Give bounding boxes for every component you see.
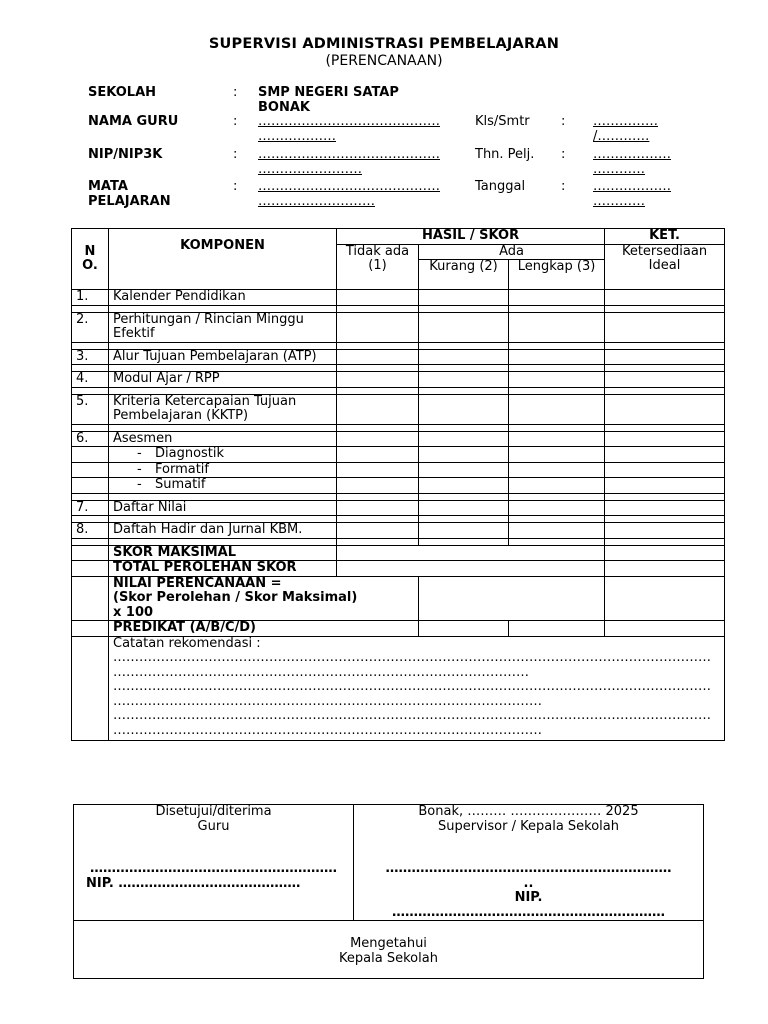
colon: : (233, 85, 238, 100)
nilai-label: NILAI PERENCANAAN = (Skor Perolehan / Skor Maksimal) x 100 (109, 576, 419, 621)
supervisor-nip-label: NIP. (514, 891, 543, 905)
mapel-label: MATA PELAJARAN (88, 179, 171, 209)
mengetahui-block: Mengetahui Kepala Sekolah (74, 921, 704, 979)
row-number: 6. (72, 431, 109, 447)
supervisor-signature: Bonak, ……… ………………… 2025 Supervisor / Kepala Sekolah ………………………………………………………… .. NIP. ……………………………………………………… (354, 805, 704, 921)
row-item: Alur Tujuan Pembelajaran (ATP) (109, 349, 337, 365)
supervisor-name-line[interactable]: ………………………………………………………… (385, 862, 672, 876)
catatan-line: ………………………………………………………………………………………………………………………… (113, 651, 711, 665)
score-cell[interactable] (509, 523, 605, 539)
ket-cell[interactable] (605, 349, 725, 365)
colon: : (561, 114, 566, 129)
row-number: 8. (72, 523, 109, 539)
nip-field[interactable]: …………………………………… …………………… (258, 147, 440, 177)
catatan-line: ……………………………………………………………………………………… (113, 694, 542, 709)
ket-cell[interactable] (605, 523, 725, 539)
total-perolehan-label: TOTAL PEROLEHAN SKOR (109, 561, 337, 577)
ket-cell[interactable] (605, 500, 725, 516)
row-item: Perhitungan / Rincian Minggu Efektif (109, 312, 337, 342)
score-cell[interactable] (337, 290, 419, 306)
tidak-ada-header: Tidak ada (1) (337, 244, 419, 290)
guru-nip[interactable]: NIP. …………………………………… (86, 876, 301, 891)
row-number: 7. (72, 500, 109, 516)
score-cell[interactable] (337, 500, 419, 516)
supervisor-nip[interactable]: ……………………………………………………… (392, 905, 665, 920)
total-perolehan-value[interactable] (337, 561, 605, 577)
score-cell[interactable] (419, 523, 509, 539)
row-item: Modul Ajar / RPP (109, 372, 337, 388)
table-row (72, 523, 725, 539)
lengkap-header: Lengkap (3) (509, 260, 605, 290)
score-cell[interactable] (419, 478, 509, 494)
ketersediaan-header: Ketersediaan Ideal (605, 244, 725, 290)
mapel-field[interactable]: …………………………………… ……………………… (258, 179, 440, 209)
score-cell[interactable] (509, 349, 605, 365)
ket-cell[interactable] (605, 462, 725, 478)
score-cell[interactable] (337, 394, 419, 424)
ket-cell[interactable] (605, 290, 725, 306)
assessment-table (71, 228, 725, 741)
catatan-line: ………………………………………………………………………………………………………………………… (113, 680, 711, 694)
kls-field[interactable]: …………… /………… (593, 114, 658, 144)
ket-cell[interactable] (605, 372, 725, 388)
row-item: Daftar Nilai (109, 500, 337, 516)
score-cell[interactable] (419, 447, 509, 463)
page-title: SUPERVISI ADMINISTRASI PEMBELAJARAN (208, 36, 560, 52)
table-row (72, 372, 725, 388)
score-cell[interactable] (337, 462, 419, 478)
table-row (72, 447, 725, 463)
table-row (72, 394, 725, 424)
kls-label: Kls/Smtr (475, 114, 530, 129)
score-cell[interactable] (419, 312, 509, 342)
predikat-row (72, 621, 725, 637)
score-cell[interactable] (337, 372, 419, 388)
score-cell[interactable] (419, 290, 509, 306)
row-item: Daftah Hadir dan Jurnal KBM. (109, 523, 337, 539)
no-header: N O. (72, 229, 109, 290)
skor-maksimal-row (72, 545, 725, 561)
row-item: Kalender Pendidikan (109, 290, 337, 306)
ket-cell[interactable] (605, 478, 725, 494)
asesmen-sub-item: - Sumatif (109, 478, 337, 494)
colon: : (561, 147, 566, 162)
hasil-skor-header: HASIL / SKOR (337, 229, 605, 245)
catatan-line: …………………………………………………………………………………… (113, 665, 529, 680)
score-cell[interactable] (419, 394, 509, 424)
score-cell[interactable] (509, 478, 605, 494)
ada-header: Ada (419, 244, 605, 260)
tanggal-label: Tanggal (475, 179, 526, 194)
colon: : (561, 179, 566, 194)
thn-label: Thn. Pelj. (475, 147, 535, 162)
table-row (72, 290, 725, 306)
page-subtitle: (PERENCANAAN) (325, 53, 443, 69)
row-number: 1. (72, 290, 109, 306)
total-perolehan-row (72, 561, 725, 577)
score-cell[interactable] (419, 500, 509, 516)
colon: : (233, 179, 238, 194)
nip-label: NIP/NIP3K (88, 147, 163, 162)
score-cell[interactable] (419, 462, 509, 478)
sekolah-value: SMP NEGERI SATAP BONAK (258, 85, 399, 115)
komponen-header: KOMPONEN (109, 229, 337, 290)
score-cell[interactable] (509, 394, 605, 424)
score-cell[interactable] (509, 372, 605, 388)
catatan-row (72, 636, 725, 740)
predikat-value[interactable] (419, 621, 509, 637)
score-cell[interactable] (337, 349, 419, 365)
kurang-header: Kurang (2) (419, 260, 509, 290)
catatan-label: Catatan rekomendasi : (113, 636, 261, 651)
row-item: Asesmen (109, 431, 337, 447)
score-cell[interactable] (337, 431, 419, 447)
nilai-row (72, 576, 725, 621)
ket-cell[interactable] (605, 312, 725, 342)
score-cell[interactable] (337, 523, 419, 539)
predikat-label: PREDIKAT (A/B/C/D) (109, 621, 419, 637)
score-cell[interactable] (509, 447, 605, 463)
nama-guru-label: NAMA GURU (88, 114, 179, 129)
row-number: 5. (72, 394, 109, 424)
ket-cell[interactable] (605, 447, 725, 463)
score-cell[interactable] (509, 312, 605, 342)
score-cell[interactable] (509, 500, 605, 516)
table-row (72, 478, 725, 494)
table-row (72, 462, 725, 478)
ket-header: KET. (605, 229, 725, 245)
catatan-line: ………………………………………………………………………………………………………………………… (113, 709, 711, 723)
catatan-line: ……………………………………………………………………………………… (113, 723, 542, 738)
nama-guru-field[interactable]: …………………………………… ……………… (258, 114, 440, 144)
catatan-cell[interactable] (109, 636, 725, 740)
ket-cell[interactable] (605, 431, 725, 447)
skor-maksimal-value[interactable] (337, 545, 605, 561)
colon: : (233, 147, 238, 162)
table-row (72, 500, 725, 516)
guru-signature: Disetujui/diterima Guru ………………………………………………… NIP. …………………………………… (74, 805, 354, 921)
ket-cell[interactable] (605, 394, 725, 424)
row-number: 2. (72, 312, 109, 342)
asesmen-sub-item: - Formatif (109, 462, 337, 478)
score-cell[interactable] (337, 312, 419, 342)
score-cell[interactable] (509, 431, 605, 447)
nilai-value[interactable] (419, 576, 605, 621)
row-number: 4. (72, 372, 109, 388)
row-number: 3. (72, 349, 109, 365)
sekolah-label: SEKOLAH (88, 85, 157, 100)
thn-field[interactable]: ……………… ………… (593, 147, 671, 177)
score-cell[interactable] (337, 478, 419, 494)
table-row (72, 431, 725, 447)
signature-table (73, 804, 704, 979)
asesmen-sub-item: - Diagnostik (109, 447, 337, 463)
score-cell[interactable] (509, 290, 605, 306)
colon: : (233, 114, 238, 129)
row-item: Kriteria Ketercapaian Tujuan Pembelajaran (KKTP) (109, 394, 337, 424)
tanggal-field[interactable]: ……………… ………… (593, 179, 671, 209)
score-cell[interactable] (509, 462, 605, 478)
score-cell[interactable] (419, 349, 509, 365)
table-row (72, 312, 725, 342)
guru-name-line[interactable]: ………………………………………………… (90, 862, 337, 876)
table-row (72, 349, 725, 365)
score-cell[interactable] (419, 431, 509, 447)
skor-maksimal-label: SKOR MAKSIMAL (109, 545, 337, 561)
score-cell[interactable] (337, 447, 419, 463)
score-cell[interactable] (419, 372, 509, 388)
